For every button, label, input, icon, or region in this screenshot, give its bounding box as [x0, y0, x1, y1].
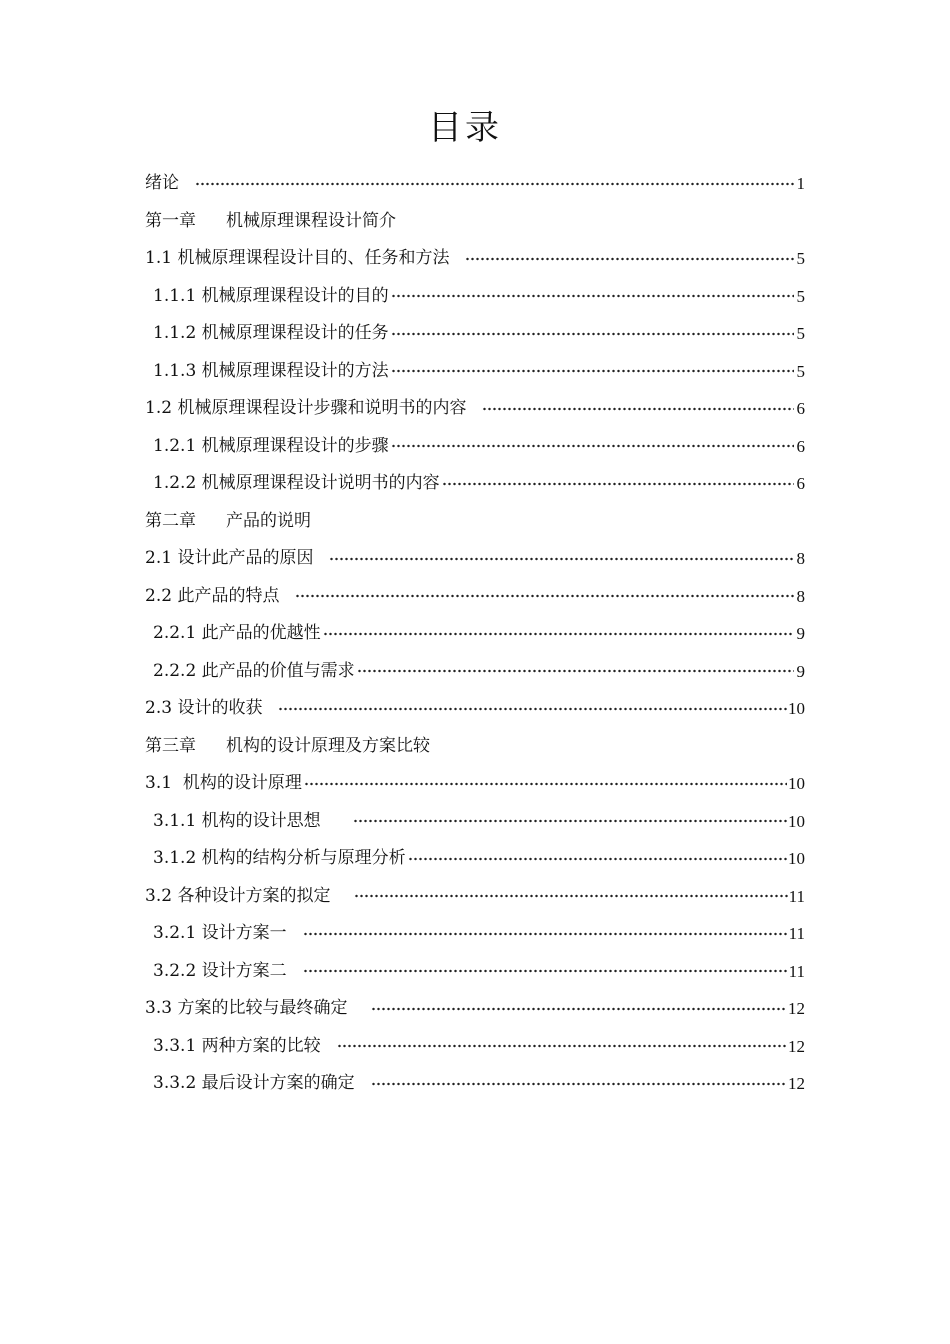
toc-entry-page-number: 6 — [796, 474, 805, 494]
toc-entry-3-1[interactable] — [145, 765, 805, 803]
dot-leader — [482, 407, 794, 411]
toc-entry-label: 1.1.1 机械原理课程设计的目的 — [153, 285, 389, 306]
dot-leader — [354, 894, 787, 898]
dot-leader — [337, 1044, 787, 1048]
toc-entry-page-number: 12 — [788, 1074, 805, 1094]
toc-chapter-1[interactable] — [145, 203, 805, 241]
chapter-title: 产品的说明 — [226, 510, 311, 531]
toc-entry-2-2-1[interactable] — [145, 615, 805, 653]
toc-entry-label: 3.1.1 机构的设计思想 — [153, 810, 321, 831]
chapter-number: 第三章 — [145, 735, 196, 756]
toc-entry-page-number: 11 — [788, 961, 805, 981]
dot-leader — [391, 369, 794, 373]
toc-entry-2-2[interactable] — [145, 578, 805, 616]
dot-leader — [391, 294, 794, 298]
chapter-number: 第二章 — [145, 510, 196, 531]
toc-entry-3-1-1[interactable] — [145, 803, 805, 841]
toc-entry-3-1-2[interactable] — [145, 840, 805, 878]
toc-entry-page-number: 5 — [796, 286, 805, 306]
toc-entry-page-number: 6 — [796, 436, 805, 456]
dot-leader — [391, 332, 794, 336]
dot-leader — [303, 969, 788, 973]
toc-entry-page-number: 12 — [788, 999, 805, 1019]
toc-list — [145, 165, 805, 1103]
toc-entry-label: 3.1.2 机构的结构分析与原理分析 — [153, 848, 406, 869]
toc-entry-label: 1.1.2 机械原理课程设计的任务 — [153, 323, 389, 344]
dot-leader — [465, 257, 794, 261]
toc-entry-label: 2.2 此产品的特点 — [145, 585, 280, 606]
toc-entry-page-number: 11 — [788, 886, 805, 906]
toc-entry-page-number: 10 — [788, 849, 805, 869]
toc-entry-page-number: 1 — [796, 174, 805, 194]
toc-entry-page-number: 5 — [796, 361, 805, 381]
dot-leader — [295, 594, 794, 598]
chapter-title: 机械原理课程设计简介 — [226, 210, 396, 231]
toc-entry-page-number: 10 — [788, 699, 805, 719]
toc-entry-label: 3.3.2 最后设计方案的确定 — [153, 1073, 355, 1094]
toc-entry-2-2-2[interactable] — [145, 653, 805, 691]
toc-entry-label: 1.2 机械原理课程设计步骤和说明书的内容 — [145, 398, 467, 419]
toc-entry-page-number: 11 — [788, 924, 805, 944]
toc-entry-page-number: 6 — [796, 399, 805, 419]
toc-entry-label: 1.2.1 机械原理课程设计的步骤 — [153, 435, 389, 456]
toc-entry-page-number: 5 — [796, 249, 805, 269]
toc-entry-label: 2.1 设计此产品的原因 — [145, 548, 314, 569]
toc-entry-3-2-2[interactable] — [145, 953, 805, 991]
toc-entry-1-1-3[interactable] — [145, 353, 805, 391]
toc-entry-introduction[interactable] — [145, 165, 805, 203]
toc-entry-label: 3.2 各种设计方案的拟定 — [145, 885, 331, 906]
dot-leader — [357, 669, 794, 673]
toc-entry-1-2-2[interactable] — [145, 465, 805, 503]
chapter-number: 第一章 — [145, 210, 196, 231]
toc-chapter-3[interactable] — [145, 728, 805, 766]
toc-entry-label: 1.2.2 机械原理课程设计说明书的内容 — [153, 473, 440, 494]
toc-entry-1-1-1[interactable] — [145, 278, 805, 316]
toc-entry-2-1[interactable] — [145, 540, 805, 578]
toc-entry-page-number: 8 — [796, 586, 805, 606]
dot-leader — [442, 482, 794, 486]
toc-entry-label: 1.1.3 机械原理课程设计的方法 — [153, 360, 389, 381]
toc-title: 目录 — [428, 108, 502, 148]
dot-leader — [391, 444, 794, 448]
toc-entry-page-number: 9 — [796, 661, 805, 681]
dot-leader — [304, 782, 787, 786]
toc-entry-page-number: 5 — [796, 324, 805, 344]
toc-entry-3-2[interactable] — [145, 878, 805, 916]
toc-entry-page-number: 9 — [796, 624, 805, 644]
toc-entry-3-3-1[interactable] — [145, 1028, 805, 1066]
dot-leader — [278, 707, 787, 711]
toc-entry-label: 2.3 设计的收获 — [145, 698, 263, 719]
toc-entry-1-1[interactable] — [145, 240, 805, 278]
toc-entry-label: 2.2.2 此产品的价值与需求 — [153, 660, 355, 681]
toc-entry-1-2[interactable] — [145, 390, 805, 428]
toc-entry-3-3-2[interactable] — [145, 1065, 805, 1103]
dot-leader — [353, 819, 787, 823]
toc-entry-label: 3.3.1 两种方案的比较 — [153, 1035, 321, 1056]
toc-entry-page-number: 8 — [796, 549, 805, 569]
toc-entry-3-3[interactable] — [145, 990, 805, 1028]
toc-entry-label: 绪论 — [145, 173, 179, 194]
toc-entry-page-number: 10 — [788, 774, 805, 794]
toc-entry-1-1-2[interactable] — [145, 315, 805, 353]
toc-entry-label: 2.2.1 此产品的优越性 — [153, 623, 321, 644]
toc-entry-2-3[interactable] — [145, 690, 805, 728]
dot-leader — [329, 557, 794, 561]
toc-entry-label: 3.1 机构的设计原理 — [145, 773, 302, 794]
dot-leader — [371, 1082, 787, 1086]
dot-leader — [323, 632, 794, 636]
toc-entry-label: 3.3 方案的比较与最终确定 — [145, 998, 348, 1019]
chapter-title: 机构的设计原理及方案比较 — [226, 735, 430, 756]
toc-entry-label: 3.2.1 设计方案一 — [153, 923, 287, 944]
toc-entry-page-number: 12 — [788, 1036, 805, 1056]
dot-leader — [371, 1007, 787, 1011]
dot-leader — [408, 857, 787, 861]
toc-chapter-2[interactable] — [145, 503, 805, 541]
dot-leader — [195, 182, 794, 186]
toc-entry-page-number: 10 — [788, 811, 805, 831]
toc-entry-3-2-1[interactable] — [145, 915, 805, 953]
toc-entry-label: 1.1 机械原理课程设计目的、任务和方法 — [145, 248, 450, 269]
toc-entry-label: 3.2.2 设计方案二 — [153, 960, 287, 981]
dot-leader — [303, 932, 788, 936]
toc-entry-1-2-1[interactable] — [145, 428, 805, 466]
